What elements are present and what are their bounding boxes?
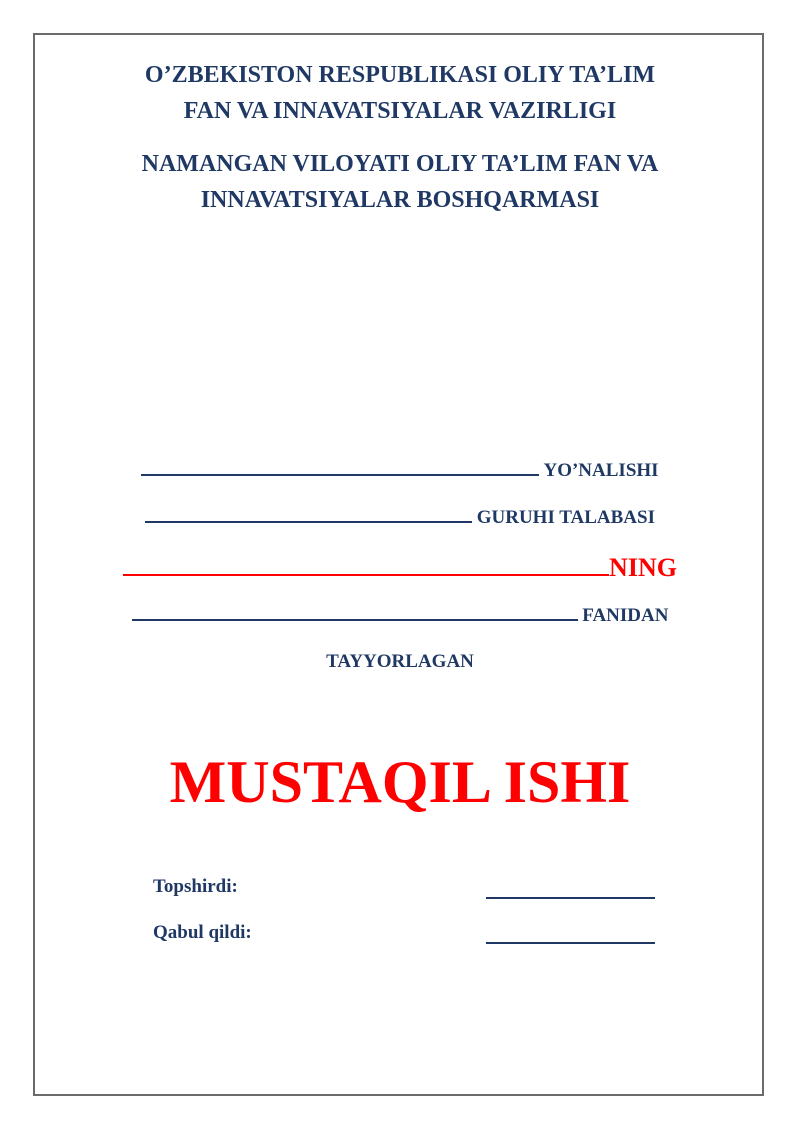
submitted-label: Topshirdi: bbox=[153, 876, 238, 897]
group-blank[interactable] bbox=[145, 521, 472, 523]
ministry-line-2: FAN VA INNAVATSIYALAR VAZIRLIGI bbox=[183, 98, 617, 124]
subject-row bbox=[100, 605, 700, 627]
student-name-blank[interactable] bbox=[123, 574, 609, 576]
region-line-2: INNAVATSIYALAR BOSHQARMASI bbox=[200, 187, 600, 213]
subject-blank[interactable] bbox=[132, 619, 578, 621]
submitted-signature-line[interactable] bbox=[486, 897, 655, 899]
prepared-row bbox=[100, 651, 700, 673]
accepted-signature-line[interactable] bbox=[486, 942, 655, 944]
prepared-label: TAYYORLAGAN bbox=[326, 651, 474, 672]
document-title: MUSTAQIL ISHI bbox=[169, 749, 631, 815]
student-name-row bbox=[100, 553, 700, 583]
direction-label: YO’NALISHI bbox=[543, 460, 659, 481]
ministry-line-1: O’ZBEKISTON RESPUBLIKASI OLIY TA’LIM bbox=[144, 62, 656, 88]
direction-row bbox=[100, 460, 700, 482]
group-row bbox=[100, 507, 700, 529]
region-line-1: NAMANGAN VILOYATI OLIY TA’LIM FAN VA bbox=[141, 151, 659, 177]
accepted-label: Qabul qildi: bbox=[153, 922, 252, 943]
subject-label: FANIDAN bbox=[582, 605, 669, 626]
ministry-header bbox=[35, 57, 765, 129]
group-label: GURUHI TALABASI bbox=[476, 507, 655, 528]
name-suffix: NING bbox=[609, 553, 677, 582]
direction-blank[interactable] bbox=[141, 474, 539, 476]
region-header bbox=[35, 146, 765, 218]
